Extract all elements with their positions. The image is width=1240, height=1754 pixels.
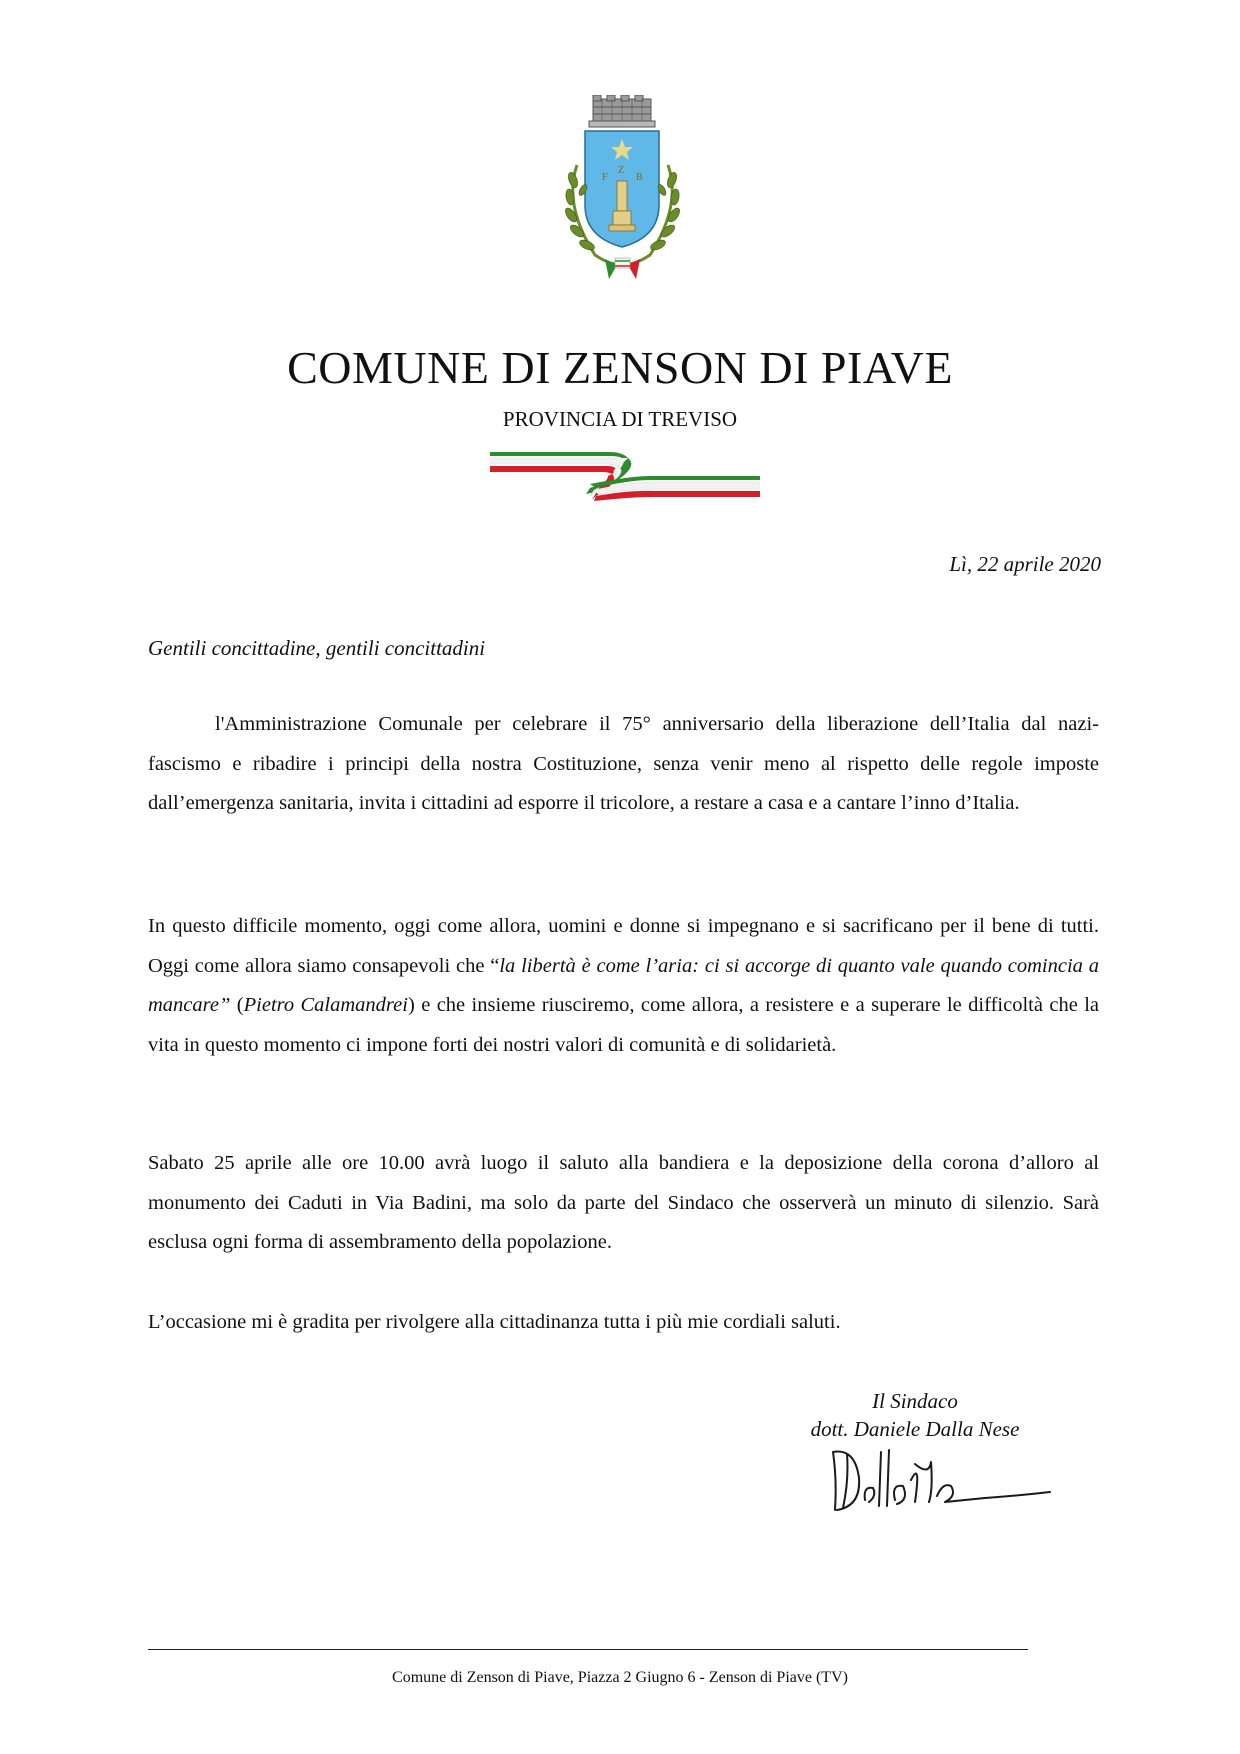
paragraph-text: ( (230, 994, 244, 1016)
province-subtitle: PROVINCIA DI TREVISO (502, 407, 738, 431)
paragraph-anniversary: l'Amministrazione Comunale per celebrare il 75° anniversario della liberazione dell’Italia dal nazi-fascismo e ribadire i principi della nostra Costituzione, senza venir meno al rispetto delle regole imposte dall’emergenza sanitaria, invita i cittadini ad esporre il tricolore, a restare a casa e a cantare l’inno d’Italia. (148, 713, 1099, 814)
paragraph-difficult-moment (148, 907, 1099, 1065)
paragraph-text: ) e che insieme riusciremo, come allora, a resistere e a superare le difficoltà che la vita in questo momento ci impone forti dei nostri valori di comunità e di solidarietà. (148, 994, 1100, 1056)
paragraph-text: In questo difficile momento, oggi come allora, uomini e donne si impegnano e si sacrificano per il bene di tutti. Oggi come allora siamo consapevoli che “ (148, 915, 1099, 977)
greeting: Gentili concittadine, gentili concittadini (148, 636, 486, 660)
handwritten-signature (825, 1440, 1055, 1520)
signatory-name: dott. Daniele Dalla Nese (810, 1417, 1020, 1441)
page-title: COMUNE DI ZENSON DI PIAVE (287, 342, 953, 393)
quote-author: Pietro Calamandrei (243, 994, 408, 1016)
signature-block (770, 1387, 1060, 1443)
shield-icon (585, 131, 659, 247)
crest-letter-b: B (636, 172, 643, 183)
quote-text: la libertà è come l’aria: ci si accorge di quanto vale quando comincia a mancare” (148, 954, 1099, 1016)
crest-letter-f: F (602, 172, 608, 183)
crest-letter-z: Z (618, 165, 625, 176)
footer-address: Comune di Zenson di Piave, Piazza 2 Giugno 6 - Zenson di Piave (TV) (392, 1669, 848, 1686)
footer-divider (148, 1649, 1028, 1650)
signatory-role: Il Sindaco (872, 1389, 958, 1413)
tricolor-knot-icon (605, 258, 640, 279)
paragraph-ceremony: Sabato 25 aprile alle ore 10.00 avrà luogo il saluto alla bandiera e la deposizione della corona d’alloro al monumento dei Caduti in Via Badini, ma solo da parte del Sindaco che osserverà un minuto di silenzio. Sarà esclusa ogni forma di assembramento della popolazione. (148, 1152, 1099, 1253)
paragraph-closing: L’occasione mi è gradita per rivolgere alla cittadinanza tutta i più mie cordiali saluti. (148, 1311, 841, 1333)
crown-icon (589, 95, 655, 127)
letter-date: Lì, 22 aprile 2020 (949, 552, 1101, 576)
municipal-crest-logo (555, 95, 690, 285)
tricolor-ribbon-icon (490, 446, 760, 502)
